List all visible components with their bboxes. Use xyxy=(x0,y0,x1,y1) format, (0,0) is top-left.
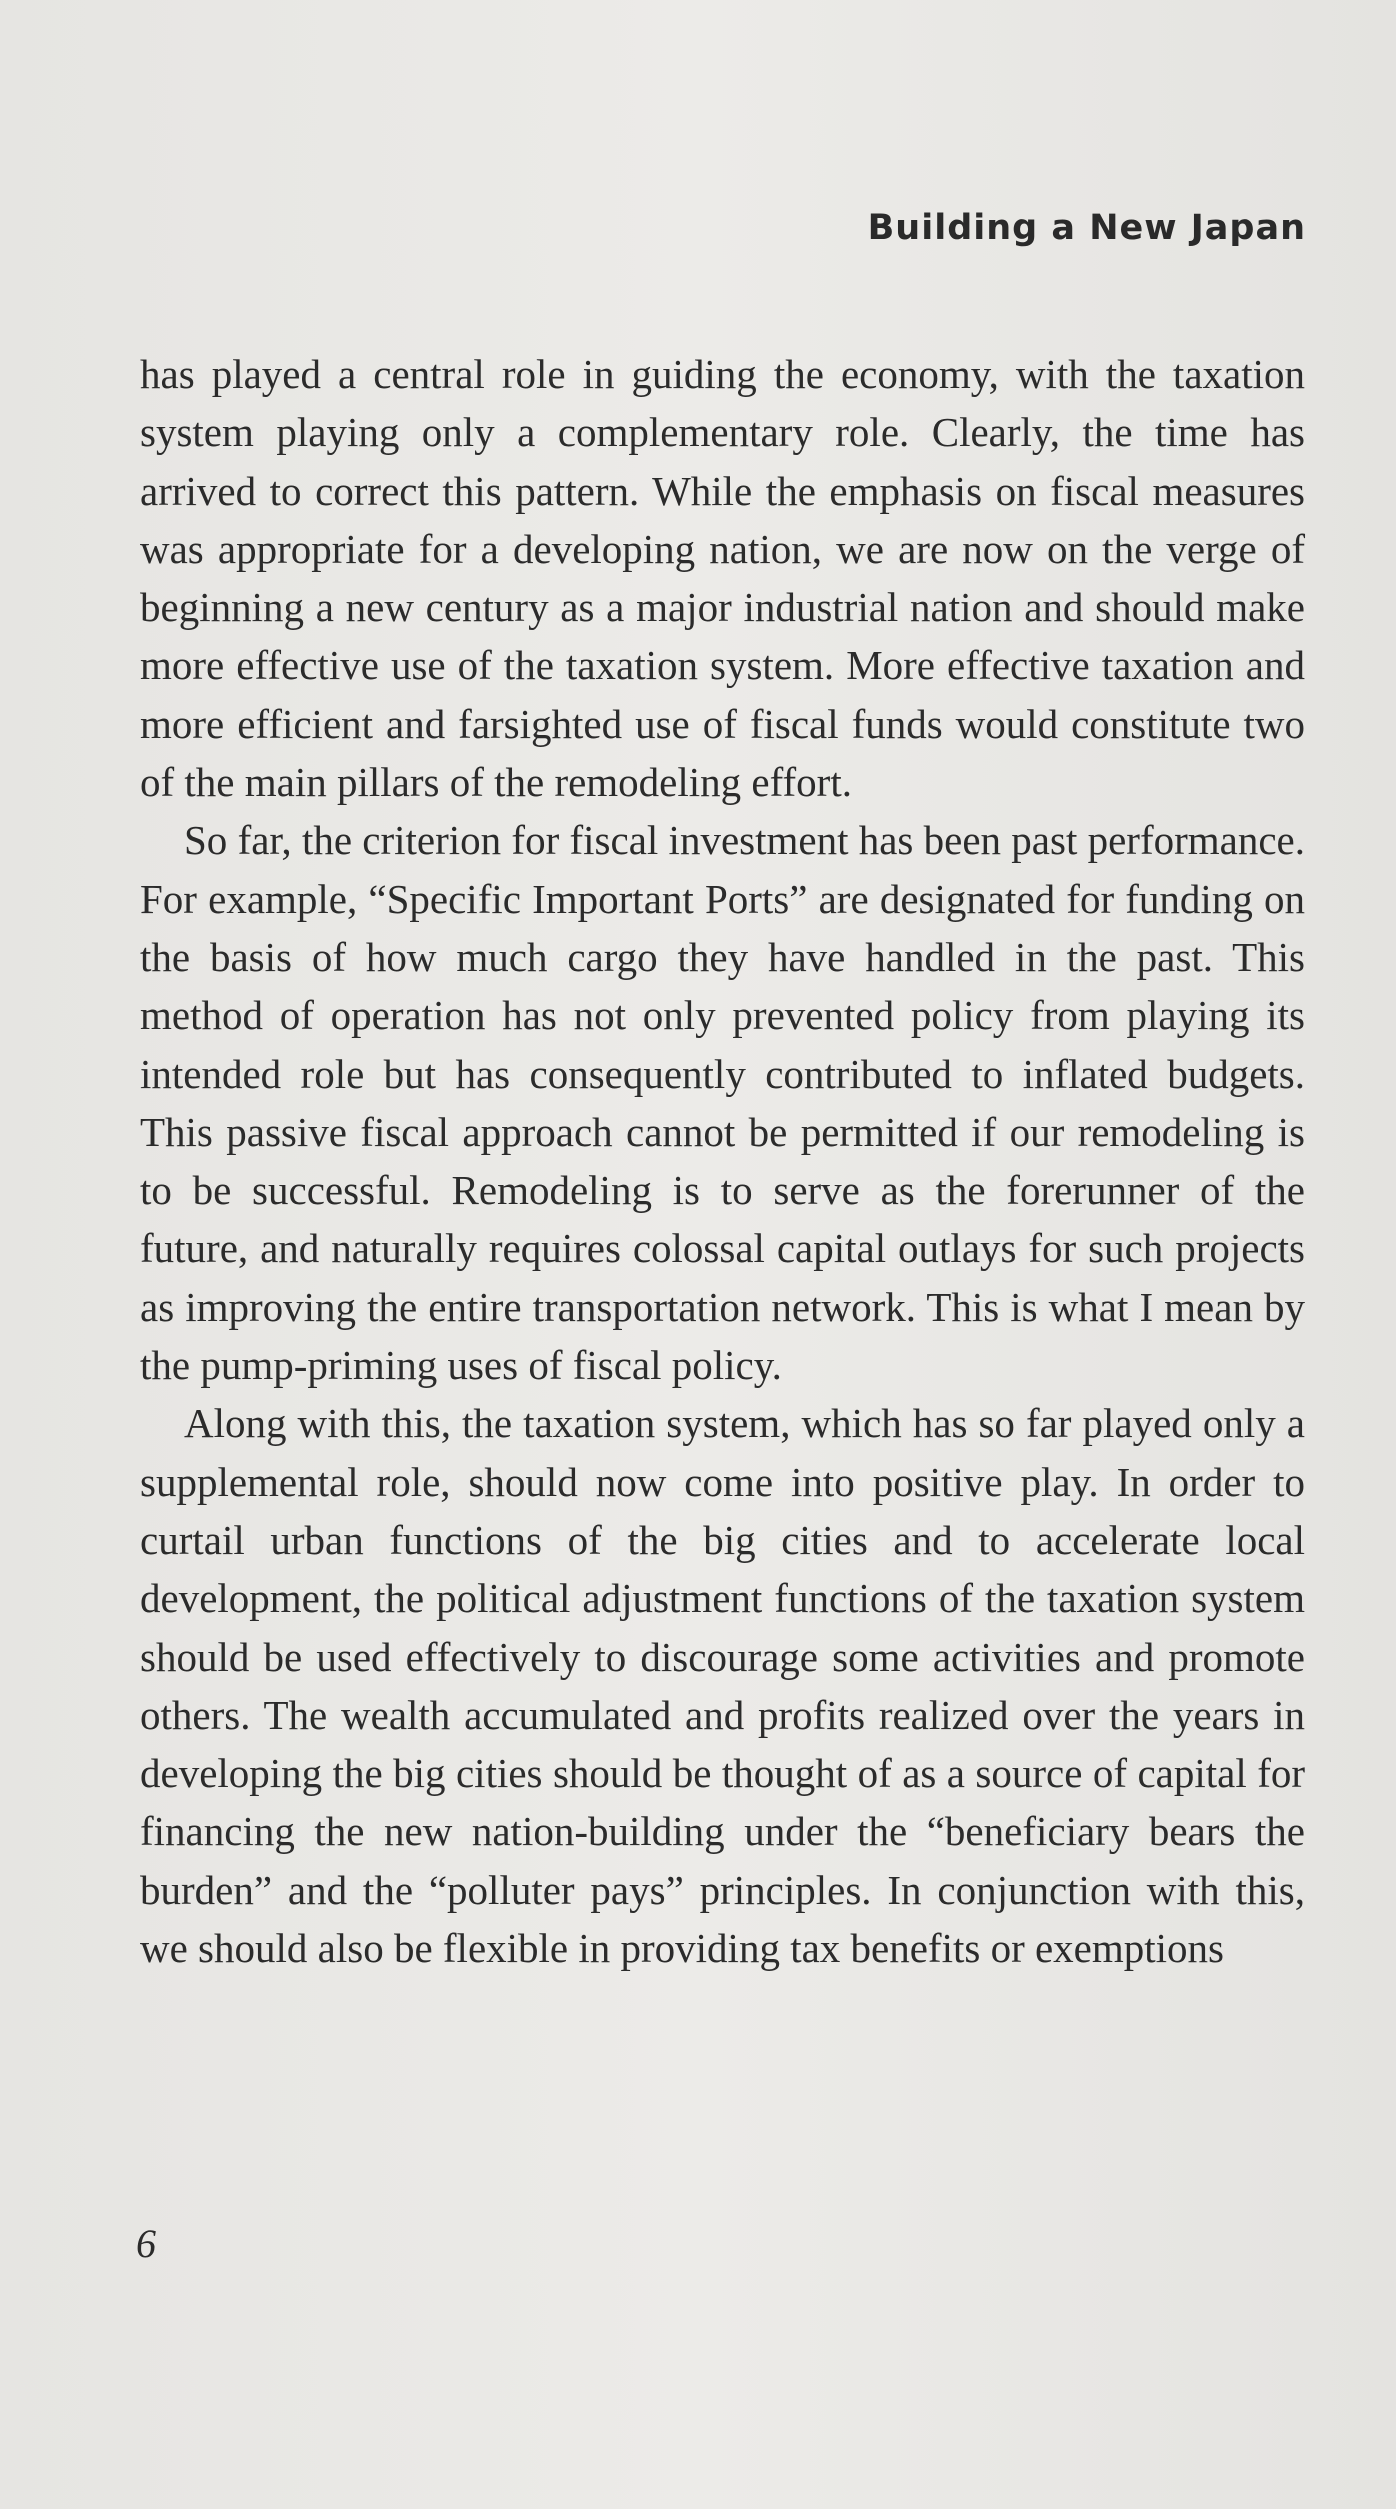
paragraph: has played a central role in guiding the economy, with the taxation system playing only a complementary role. Clearly, the time has arrived to correct this pattern. While the emphasis on fiscal measures was appropriate for a developing nation, we are now on the verge of beginning a new century as a major industrial nation and should make more effective use of the taxation system. More effective taxation and more efficient and farsighted use of fiscal funds would constitute two of the main pillars of the remodeling effort. xyxy=(140,351,1305,806)
running-head: Building a New Japan xyxy=(867,208,1306,248)
paragraph: So far, the criterion for fiscal investment has been past performance. For example, “Specific Important Ports” are designated for funding on the basis of how much cargo they have handled in the past. This method of operation has not only prevented policy from playing its intended role but has consequently contributed to inflated budgets. This passive fiscal approach cannot be permitted if our remodeling is to be successful. Remodeling is to serve as the forerunner of the future, and naturally requires colossal capital outlays for such projects as improving the entire transportation network. This is what I mean by the pump-priming uses of fiscal policy. xyxy=(140,817,1305,1389)
paragraph: Along with this, the taxation system, which has so far played only a supplemental role, should now come into positive play. In order to curtail urban functions of the big cities and to accelerate local development, the political adjustment functions of the taxation system should be used effectively to discourage some activities and promote others. The wealth accumulated and profits realized over the years in developing the big cities should be thought of as a source of capital for financing the new nation-building under the “beneficiary bears the burden” and the “polluter pays” principles. In conjunction with this, we should also be flexible in providing tax benefits or exemptions xyxy=(140,1400,1305,1972)
body-text xyxy=(140,345,1305,1977)
page-number: 6 xyxy=(136,2221,156,2266)
